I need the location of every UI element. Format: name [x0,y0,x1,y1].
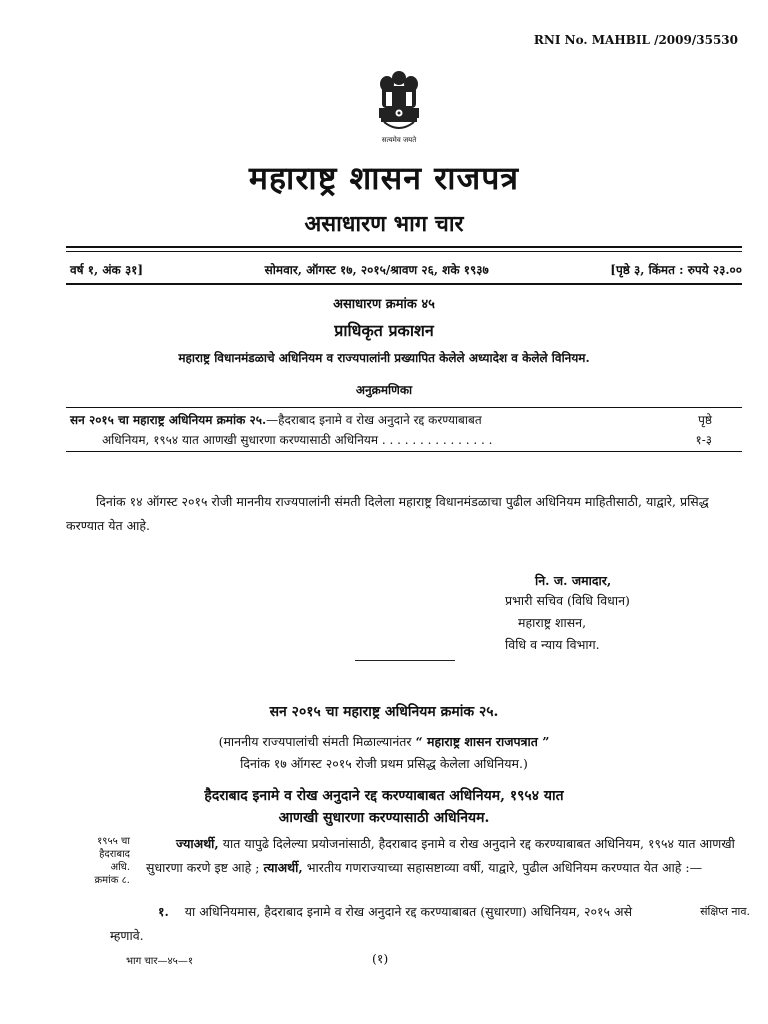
assent-prefix: (माननीय राज्यपालांची संमती मिळाल्यानंतर [218,734,412,749]
preamble-text-1: यात यापुढे दिलेल्या प्रयोजनांसाठी, हैदराबाद इनामे व रोख अनुदाने रद्द करण्याबाबत अधिनियम, १९५४ यात आणखी सुधारणा करणे इष्ट आहे ; [146,836,735,875]
assent-line2: दिनांक १७ ऑगस्ट २०१५ रोजी प्रथम प्रसिद्ध केलेला अधिनियम.) [240,756,528,771]
signatory-name: नि. ज. जमादार, [535,573,612,588]
whereas-2: त्याअर्थी, [263,860,303,875]
extraordinary-number: असाधारण क्रमांक ४५ [333,297,435,312]
toc-pages-label: पृष्ठे [698,413,712,427]
act-title-line2: आणखी सुधारणा करण्यासाठी अधिनियम. [278,810,490,826]
margin-note-line: अधि. [110,862,130,873]
toc-entry-line1 [70,411,742,428]
divider [66,451,742,452]
separator [355,660,455,661]
issue-date: सोमवार, ऑगस्ट १७, २०१५/श्रावण २६, शके १९३७ [264,263,489,277]
footer-code: भाग चार—४५—१ [126,956,194,967]
authorized-publication: प्राधिकृत प्रकाशन [334,321,434,340]
toc-pages-value: १-३ [695,433,712,447]
divider [66,246,742,248]
toc-entry-line2 [70,431,742,448]
whereas-1: ज्याअर्थी, [176,836,219,851]
margin-note-line: हैदराबाद [99,849,130,860]
issue-line [70,261,742,278]
gazette-title: महाराष्ट्र शासन राजपत्र [248,159,520,197]
divider [66,283,742,285]
act-number: सन २०१५ चा महाराष्ट्र अधिनियम क्रमांक २५. [269,704,499,720]
act-title-line1: हैदराबाद इनामे व रोख अनुदाने रद्द करण्याबाबत अधिनियम, १९५४ यात [204,788,564,804]
national-emblem-icon [372,68,426,152]
issue-pages-price: [पृष्ठे ३, किंमत : रुपये २३.०० [610,263,742,277]
index-heading: अनुक्रमणिका [355,383,413,397]
toc-line1: —हैदराबाद इनामे व रोख अनुदाने रद्द करण्याबाबत [266,413,482,427]
toc-act-label: सन २०१५ चा महाराष्ट्र अधिनियम क्रमांक २५. [70,413,267,427]
clause-text: या अधिनियमास, हैदराबाद इनामे व रोख अनुदाने रद्द करण्याबाबत (सुधारणा) अधिनियम, २०१५ असे म्हणावे. [110,904,633,943]
clause-number: १. [158,904,169,919]
emblem-motto: सत्यमेव जयते [381,136,417,144]
assent-gazette: “ महाराष्ट्र शासन राजपत्रात ” [415,734,550,749]
intro-line: महाराष्ट्र विधानमंडळाचे अधिनियम व राज्यपालांनी प्रख्यापित केलेले अध्यादेश व केलेले विनियम. [178,351,590,365]
divider [66,251,742,252]
gazette-subtitle: असाधारण भाग चार [304,211,464,237]
signatory-designation: प्रभारी सचिव (विधि विधान) [505,593,630,608]
issue-volume: वर्ष १, अंक ३१] [70,263,144,277]
clause-1 [110,900,750,948]
preamble-text-2: भारतीय गणराज्याच्या सहासष्टाव्या वर्षी, याद्वारे, पुढील अधिनियम करण्यात येत आहे :— [306,860,703,875]
clause-side-note: संक्षिप्त नाव. [700,905,750,918]
footer-page-number: (१) [372,951,389,966]
margin-note-line: १९५५ चा [97,836,130,847]
margin-note-line: क्रमांक ८. [94,875,130,886]
margin-note [60,835,130,887]
act-title [0,785,768,829]
rni-number: RNI No. MAHBIL /2009/35530 [533,33,738,47]
signatory-department: विधि व न्याय विभाग. [505,637,600,652]
toc-line2: अधिनियम, १९५४ यात आणखी सुधारणा करण्यासाठी अधिनियम . . . . . . . . . . . . . . . [102,433,493,447]
assent-line1 [0,733,768,750]
divider [66,407,742,408]
preamble [146,832,746,880]
signatory-government: महाराष्ट्र शासन, [518,615,587,630]
publication-notice: दिनांक १४ ऑगस्ट २०१५ रोजी माननीय राज्यपालांनी संमती दिलेला महाराष्ट्र विधानमंडळाचा पुढील अधिनियम माहितीसाठी, याद्वारे, प्रसिद्ध करण्यात येत आहे. [66,494,709,533]
